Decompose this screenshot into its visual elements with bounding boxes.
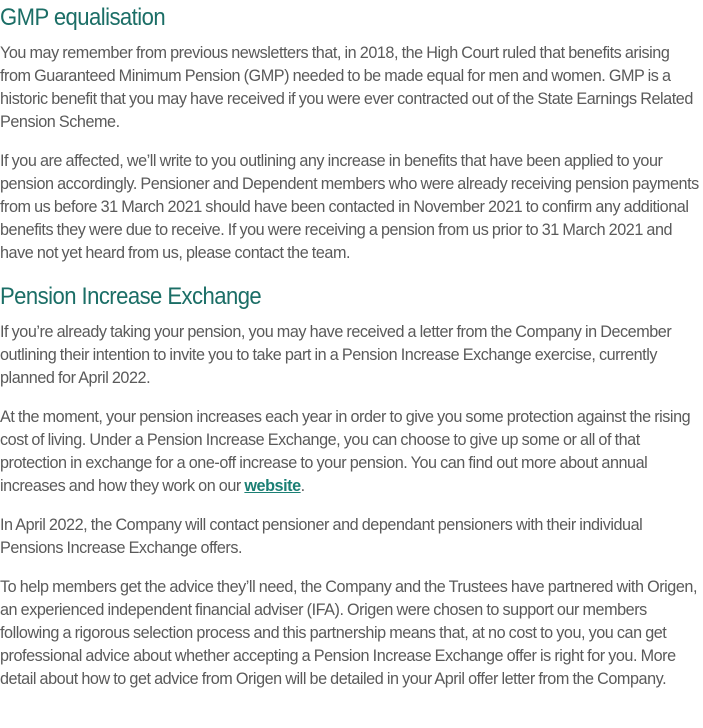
pension-increase-exchange-heading: Pension Increase Exchange [0, 283, 262, 310]
gmp-paragraph-1: You may remember from previous newsletters that, in 2018, the High Court ruled that benefits arising from Guaranteed Minimum Pension (GMP) needed to be made equal for men and women. GMP is a historic benefit that you may have received if you were ever contracted out of the State Earnings Related Pension Scheme. [0, 44, 693, 131]
pie-paragraph-4: To help members get the advice they’ll need, the Company and the Trustees have partnered with Origen, an experienced independent financial adviser (IFA). Origen were chosen to support our members following a rigorous selection process and this partnership means that, at no cost to you, you can get professional advice about whether accepting a Pension Increase Exchange offer is right for you. More detail about how to get advice from Origen will be detailed in your April offer letter from the Company. [0, 578, 697, 688]
website-link[interactable]: website [244, 477, 301, 495]
gmp-equalisation-heading: GMP equalisation [0, 4, 166, 31]
pie-paragraph-2-text: At the moment, your pension increases each year in order to give you some protection against the rising cost of living. Under a Pension Increase Exchange, you can choose to give up some or all of that protection in exchange for a one-off increase to your pension. You can find out more about annual increases and how they work on our [0, 408, 691, 495]
gmp-equalisation-section [0, 2, 703, 265]
gmp-paragraph-2: If you are affected, we’ll write to you outlining any increase in benefits that have been applied to your pension accordingly. Pensioner and Dependent members who were already receiving pension payments from us before 31 March 2021 should have been contacted in November 2021 to confirm any additional benefits they were due to receive. If you were receiving a pension from us prior to 31 March 2021 and have not yet heard from us, please contact the team. [0, 152, 699, 262]
pie-paragraph-1: If you’re already taking your pension, you may have received a letter from the Company in December outlining their intention to invite you to take part in a Pension Increase Exchange exercise, currently planned for April 2022. [0, 323, 672, 387]
pension-increase-exchange-section [0, 281, 703, 691]
pie-paragraph-3: In April 2022, the Company will contact pensioner and dependant pensioners with their individual Pensions Increase Exchange offers. [0, 516, 643, 557]
pie-paragraph-2 [0, 406, 703, 498]
pie-paragraph-2-end: . [300, 477, 305, 495]
